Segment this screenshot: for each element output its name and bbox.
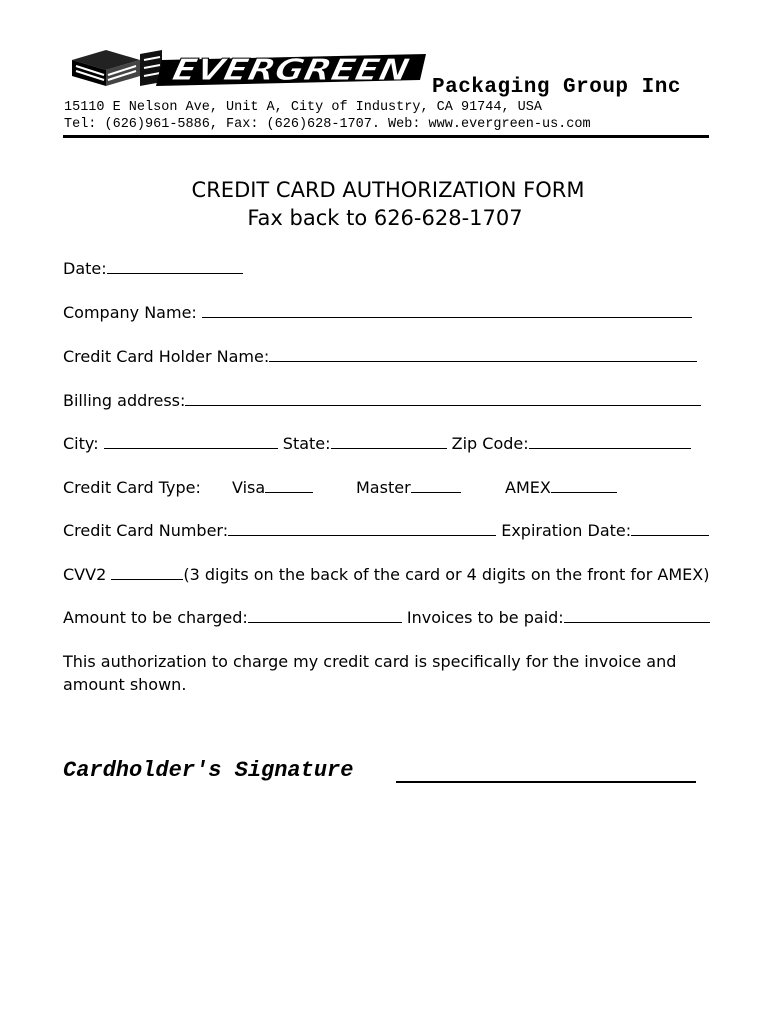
cardholder-name-row (63, 347, 697, 366)
evergreen-logo (66, 46, 426, 88)
amount-row (63, 608, 710, 627)
billing-address-label: Billing address: (63, 391, 186, 410)
visa-field[interactable] (265, 478, 313, 493)
amount-field[interactable] (248, 608, 402, 623)
company-name-label: Company Name: (63, 303, 197, 322)
amex-field[interactable] (551, 478, 617, 493)
zip-label: Zip Code: (451, 434, 529, 453)
state-field[interactable] (331, 434, 447, 449)
card-number-row (63, 521, 709, 540)
company-address: 15110 E Nelson Ave, Unit A, City of Industry, CA 91744, USA (64, 100, 542, 115)
amount-label: Amount to be charged: (63, 608, 248, 627)
invoices-field[interactable] (564, 608, 710, 623)
cardholder-name-label: Credit Card Holder Name: (63, 347, 270, 366)
cvv-row (63, 565, 709, 584)
amex-label: AMEX (505, 478, 551, 497)
billing-address-row (63, 391, 701, 410)
state-label: State: (282, 434, 331, 453)
invoices-label: Invoices to be paid: (406, 608, 564, 627)
card-type-visa (232, 478, 313, 497)
card-type-master (356, 478, 461, 497)
card-number-label: Credit Card Number: (63, 521, 229, 540)
signature-label: Cardholder's Signature (63, 758, 354, 783)
zip-field[interactable] (529, 434, 691, 449)
card-type-row (63, 478, 201, 497)
card-type-label: Credit Card Type: (63, 478, 201, 497)
city-label: City: (63, 434, 99, 453)
cvv-label: CVV2 (63, 565, 107, 584)
billing-address-field[interactable] (185, 391, 701, 406)
date-row (63, 259, 243, 278)
cardholder-name-field[interactable] (269, 347, 697, 362)
master-field[interactable] (411, 478, 461, 493)
date-label: Date: (63, 259, 107, 278)
company-name-field[interactable] (202, 303, 692, 318)
form-title: CREDIT CARD AUTHORIZATION FORM (191, 178, 585, 202)
cvv-field[interactable] (111, 565, 183, 580)
date-field[interactable] (107, 259, 243, 274)
cvv-note: (3 digits on the back of the card or 4 digits on the front for AMEX) (183, 565, 710, 584)
form-subtitle: Fax back to 626-628-1707 (247, 206, 523, 230)
header-divider (63, 135, 709, 138)
company-contact: Tel: (626)961-5886, Fax: (626)628-1707. Web: www.evergreen-us.com (64, 117, 591, 132)
city-field[interactable] (104, 434, 278, 449)
expiration-label: Expiration Date: (501, 521, 632, 540)
company-name-suffix: Packaging Group Inc (432, 76, 681, 99)
visa-label: Visa (232, 478, 266, 497)
card-type-amex (505, 478, 617, 497)
authorization-statement: This authorization to charge my credit card is specifically for the invoice and amount shown. (63, 652, 677, 694)
city-state-zip-row (63, 434, 691, 453)
master-label: Master (356, 478, 411, 497)
svg-text:EVERGREEN: EVERGREEN (169, 53, 378, 88)
expiration-field[interactable] (631, 521, 709, 536)
signature-field[interactable] (396, 781, 696, 783)
company-name-row (63, 303, 692, 322)
card-number-field[interactable] (228, 521, 496, 536)
